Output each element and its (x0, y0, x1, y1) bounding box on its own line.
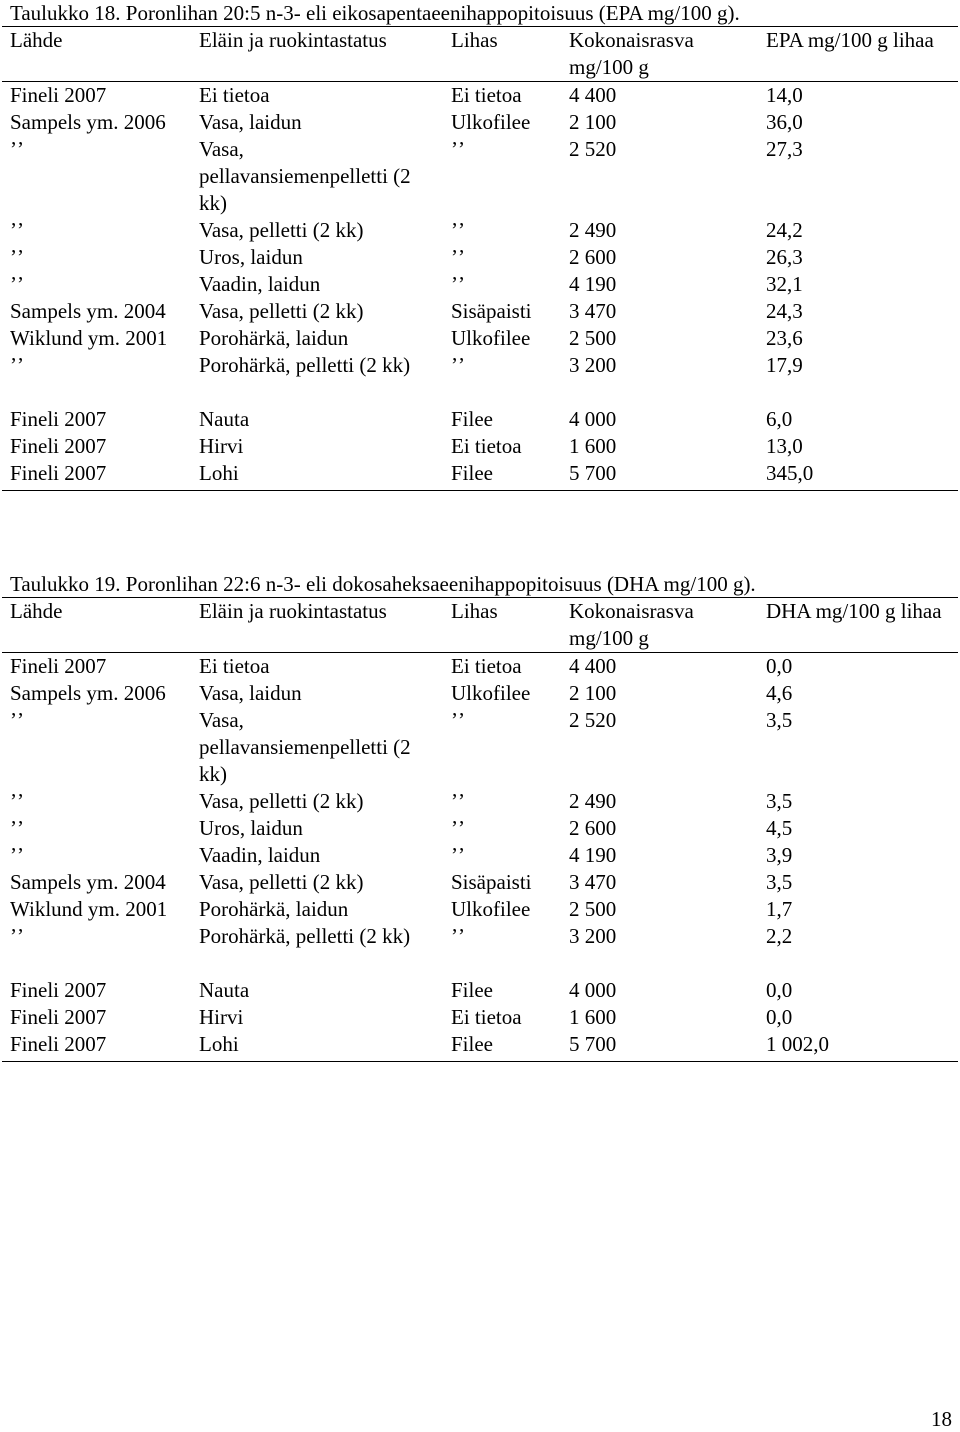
table-cell: ʼʼ (10, 789, 24, 813)
table-cell: Filee (451, 1032, 493, 1056)
table-cell: 0,0 (766, 654, 793, 678)
table-cell: Porohärkä, pelletti (2 kk) (199, 353, 411, 377)
table-row (2, 406, 958, 433)
table-cell: 3 200 (569, 924, 617, 948)
column-header: DHA mg/100 g lihaa (766, 599, 942, 623)
table-cell (443, 379, 561, 406)
table-cell: Hirvi (199, 434, 244, 458)
table-cell: Fineli 2007 (10, 83, 107, 107)
table-row (2, 896, 958, 923)
table-cell: ʼʼ (451, 272, 465, 296)
table-cell: ʼʼ (451, 218, 465, 242)
column-header: Lihas (451, 599, 498, 623)
table-cell: ʼʼ (451, 843, 465, 867)
table-cell: Nauta (199, 407, 250, 431)
table-row (2, 815, 958, 842)
table-row (2, 950, 958, 977)
table-cell (2, 950, 191, 977)
table-cell: ʼʼ (10, 272, 24, 296)
table-cell: Vasa, pelletti (2 kk) (199, 870, 364, 894)
table-cell: 6,0 (766, 407, 793, 431)
table-cell: 24,3 (766, 299, 803, 323)
table-cell: Vasa, pellavansiemenpelletti (2 kk) (199, 137, 411, 215)
table-cell: ʼʼ (10, 708, 24, 732)
table-cell: 4 000 (569, 407, 617, 431)
table-cell: Sampels ym. 2004 (10, 870, 166, 894)
table-cell: Sisäpaisti (451, 299, 532, 323)
table-cell: ʼʼ (451, 924, 465, 948)
table-cell: Sampels ym. 2004 (10, 299, 166, 323)
column-header: Kokonaisrasva mg/100 g (569, 28, 694, 79)
table-cell: Vasa, pelletti (2 kk) (199, 789, 364, 813)
table-cell: 14,0 (766, 83, 803, 107)
table-cell: ʼʼ (451, 816, 465, 840)
table-cell: 24,2 (766, 218, 803, 242)
table-cell (758, 950, 958, 977)
table-cell: 23,6 (766, 326, 803, 350)
table-cell: 1 600 (569, 434, 617, 458)
table-cell: Wiklund ym. 2001 (10, 897, 168, 921)
table-cell: ʼʼ (451, 245, 465, 269)
table-row (2, 653, 958, 681)
table-cell: Porohärkä, laidun (199, 326, 349, 350)
column-header: Lihas (451, 28, 498, 52)
table-cell: 2 600 (569, 245, 617, 269)
table-cell: Ulkofilee (451, 681, 531, 705)
table-cell: 4 400 (569, 654, 617, 678)
table-cell: 3,5 (766, 789, 793, 813)
table-cell (2, 379, 191, 406)
table-cell: 2,2 (766, 924, 793, 948)
table-cell: 3,5 (766, 708, 793, 732)
table-body (2, 82, 958, 491)
table-cell: 4 190 (569, 843, 617, 867)
table-cell (191, 379, 443, 406)
table-row (2, 217, 958, 244)
table-cell: 4 000 (569, 978, 617, 1002)
table-cell: 1,7 (766, 897, 793, 921)
table-row (2, 680, 958, 707)
table-cell: Fineli 2007 (10, 978, 107, 1002)
dha-table (2, 597, 958, 1062)
table-row (2, 923, 958, 950)
table-cell: Vasa, laidun (199, 110, 302, 134)
table-cell: Porohärkä, laidun (199, 897, 349, 921)
table-row (2, 460, 958, 491)
table-row (2, 433, 958, 460)
table-cell: Lohi (199, 461, 239, 485)
table-cell: ʼʼ (10, 353, 24, 377)
table-row (2, 136, 958, 217)
table-cell: 13,0 (766, 434, 803, 458)
table-cell: 2 100 (569, 110, 617, 134)
table-row (2, 379, 958, 406)
table-cell: Sampels ym. 2006 (10, 681, 166, 705)
table-cell: ʼʼ (10, 245, 24, 269)
table-cell: Ulkofilee (451, 110, 531, 134)
table-cell: ʼʼ (451, 137, 465, 161)
table-row (2, 1004, 958, 1031)
table-cell: Filee (451, 461, 493, 485)
table-cell: 3 200 (569, 353, 617, 377)
table-cell: 2 600 (569, 816, 617, 840)
epa-table (2, 26, 958, 491)
table-cell: 1 002,0 (766, 1032, 829, 1056)
table-cell: ʼʼ (10, 137, 24, 161)
table-header-row (2, 598, 958, 653)
table-cell: 4 400 (569, 83, 617, 107)
table-cell: 3,5 (766, 870, 793, 894)
table-cell: Ei tietoa (451, 1005, 522, 1029)
table-cell: Ulkofilee (451, 897, 531, 921)
table-cell: 2 520 (569, 137, 617, 161)
table-cell: Vasa, laidun (199, 681, 302, 705)
table-cell: ʼʼ (10, 218, 24, 242)
table-cell (561, 379, 758, 406)
column-header: Eläin ja ruokintastatus (199, 28, 387, 52)
table-cell: 4,6 (766, 681, 793, 705)
table-cell: Vaadin, laidun (199, 272, 321, 296)
table-body (2, 653, 958, 1062)
table-row (2, 109, 958, 136)
column-header: Lähde (10, 28, 63, 52)
table-cell (443, 950, 561, 977)
table-cell: Vasa, pelletti (2 kk) (199, 299, 364, 323)
table-row (2, 82, 958, 110)
table-cell: Fineli 2007 (10, 407, 107, 431)
table-cell: Ei tietoa (199, 83, 270, 107)
table-cell: Ei tietoa (199, 654, 270, 678)
table-cell: 26,3 (766, 245, 803, 269)
table-row (2, 271, 958, 298)
table-cell: Porohärkä, pelletti (2 kk) (199, 924, 411, 948)
table-cell (758, 379, 958, 406)
table-cell: ʼʼ (10, 843, 24, 867)
table-row (2, 707, 958, 788)
table-cell: 2 100 (569, 681, 617, 705)
column-header: EPA mg/100 g lihaa (766, 28, 934, 52)
table-cell: 4,5 (766, 816, 793, 840)
table-cell: Vasa, pelletti (2 kk) (199, 218, 364, 242)
table-cell: Fineli 2007 (10, 654, 107, 678)
table-cell: Vasa, pellavansiemenpelletti (2 kk) (199, 708, 411, 786)
table-row (2, 244, 958, 271)
table-cell: Ulkofilee (451, 326, 531, 350)
table-cell: 2 490 (569, 789, 617, 813)
table-cell: Nauta (199, 978, 250, 1002)
page-number: 18 (931, 1407, 952, 1431)
table-cell: Ei tietoa (451, 434, 522, 458)
table-cell: Hirvi (199, 1005, 244, 1029)
table-cell: 27,3 (766, 137, 803, 161)
table-header-row (2, 27, 958, 82)
table-cell (191, 950, 443, 977)
table-cell: Filee (451, 407, 493, 431)
column-header: Eläin ja ruokintastatus (199, 599, 387, 623)
table-cell: 3,9 (766, 843, 793, 867)
table-cell: Sampels ym. 2006 (10, 110, 166, 134)
table-cell: ʼʼ (10, 816, 24, 840)
table-cell: 2 500 (569, 897, 617, 921)
table-cell: 2 490 (569, 218, 617, 242)
table-cell: ʼʼ (451, 353, 465, 377)
table-cell: Vaadin, laidun (199, 843, 321, 867)
table-cell: Ei tietoa (451, 654, 522, 678)
table-row (2, 788, 958, 815)
table-cell: Fineli 2007 (10, 461, 107, 485)
table-row (2, 1031, 958, 1062)
table-cell: 0,0 (766, 978, 793, 1002)
table-cell: Wiklund ym. 2001 (10, 326, 168, 350)
table-cell: 5 700 (569, 461, 617, 485)
table-cell: Lohi (199, 1032, 239, 1056)
column-header: Kokonaisrasva mg/100 g (569, 599, 694, 650)
table-cell: Fineli 2007 (10, 434, 107, 458)
table-cell: Filee (451, 978, 493, 1002)
table-cell: 5 700 (569, 1032, 617, 1056)
table-cell: 4 190 (569, 272, 617, 296)
table-cell: ʼʼ (10, 924, 24, 948)
table-cell (561, 950, 758, 977)
table-row (2, 869, 958, 896)
table-cell: 32,1 (766, 272, 803, 296)
table-cell: Sisäpaisti (451, 870, 532, 894)
table-row (2, 325, 958, 352)
table-cell: 0,0 (766, 1005, 793, 1029)
column-header: Lähde (10, 599, 63, 623)
table-row (2, 298, 958, 325)
table-row (2, 842, 958, 869)
table-19-caption: Taulukko 19. Poronlihan 22:6 n-3- eli dokosaheksaeenihappopitoisuus (DHA mg/100 g). (10, 572, 756, 596)
table-cell: 2 500 (569, 326, 617, 350)
table-cell: 36,0 (766, 110, 803, 134)
table-row (2, 352, 958, 379)
table-cell: ʼʼ (451, 789, 465, 813)
table-cell: 17,9 (766, 353, 803, 377)
table-cell: 2 520 (569, 708, 617, 732)
table-cell: 345,0 (766, 461, 814, 485)
table-cell: Ei tietoa (451, 83, 522, 107)
table-cell: Fineli 2007 (10, 1005, 107, 1029)
table-cell: 3 470 (569, 870, 617, 894)
table-cell: ʼʼ (451, 708, 465, 732)
table-cell: Fineli 2007 (10, 1032, 107, 1056)
table-row (2, 977, 958, 1004)
table-cell: Uros, laidun (199, 816, 303, 840)
table-cell: 3 470 (569, 299, 617, 323)
table-18-caption: Taulukko 18. Poronlihan 20:5 n-3- eli eikosapentaeenihappopitoisuus (EPA mg/100 g). (10, 1, 740, 25)
table-cell: Uros, laidun (199, 245, 303, 269)
table-cell: 1 600 (569, 1005, 617, 1029)
